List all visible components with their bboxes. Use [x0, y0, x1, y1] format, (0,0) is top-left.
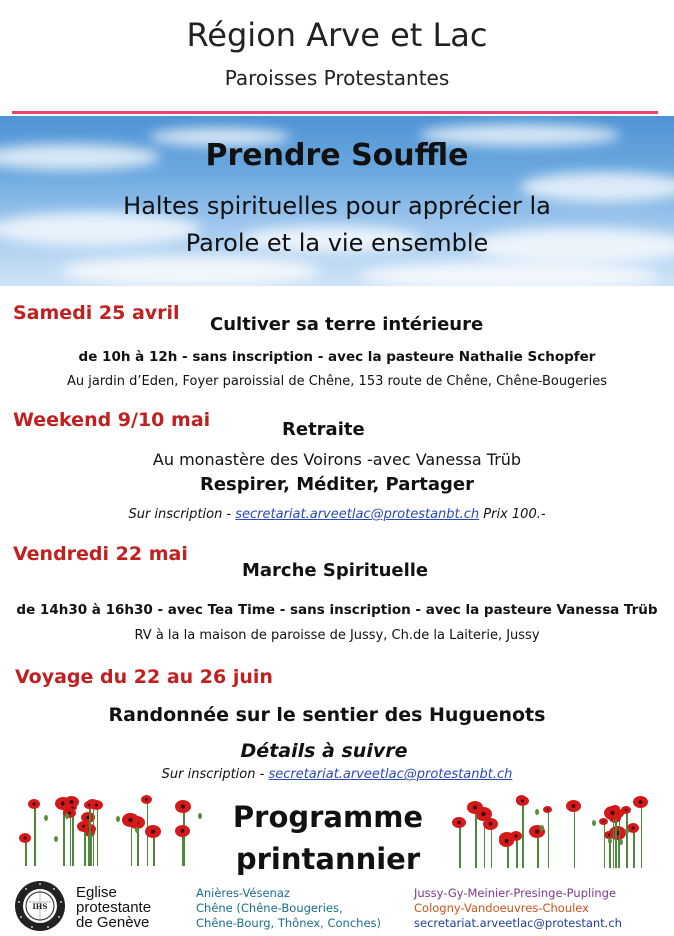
- poppy-stem: [25, 839, 27, 866]
- event-title: Cultiver sa terre intérieure: [210, 314, 484, 335]
- church-seal-logo: [14, 880, 66, 932]
- inscription-label: Sur inscription -: [161, 767, 269, 782]
- poppy-flower: [599, 818, 608, 825]
- poppy-flower: [175, 825, 190, 837]
- poppies-left-image: [12, 792, 212, 866]
- event-details: de 10h à 12h - sans inscription - avec la pasteure Nathalie Schopfer: [78, 349, 596, 365]
- poppy-stem: [93, 806, 95, 867]
- poppy-stem: [613, 815, 615, 869]
- footer-parish-line: Chêne (Chêne-Bougeries,: [196, 901, 343, 915]
- poppy-bud: [135, 827, 139, 833]
- event-date: Voyage du 22 au 26 juin: [15, 666, 273, 688]
- poppy-stem: [641, 804, 643, 869]
- event-title: Marche Spirituelle: [242, 560, 429, 581]
- poppy-stem: [537, 833, 539, 868]
- poppy-stem: [84, 828, 86, 866]
- banner-subtitle-line-1: Haltes spirituelles pour apprécier la: [123, 192, 551, 220]
- email-link[interactable]: secretariat.arveetlac@protestanbt.ch: [235, 507, 480, 522]
- poppy-flower: [467, 801, 483, 814]
- poppy-stem: [89, 806, 91, 866]
- poppy-bud: [198, 813, 202, 819]
- poppy-flower: [28, 799, 40, 809]
- footer-parishes-right: [414, 886, 622, 931]
- poppy-bud: [608, 838, 612, 844]
- header-divider: [12, 111, 658, 114]
- poppy-stem: [34, 805, 36, 866]
- region-title: Région Arve et Lac: [186, 16, 488, 54]
- event-date: Weekend 9/10 mai: [13, 409, 211, 431]
- poppy-flower: [566, 800, 581, 812]
- poppy-stem: [516, 837, 518, 868]
- banner-title: Prendre Souffle: [205, 138, 469, 173]
- church-name-line: de Genève: [76, 914, 150, 931]
- poppy-stem: [475, 809, 477, 868]
- event-motto: Respirer, Méditer, Partager: [199, 474, 475, 495]
- poppy-flower: [499, 835, 514, 847]
- poppy-bud: [44, 815, 48, 821]
- poppy-stem: [491, 826, 493, 869]
- poppy-stem: [70, 815, 72, 867]
- poppy-bud: [65, 813, 69, 819]
- poppy-flower: [604, 806, 621, 820]
- poppy-flower: [633, 796, 648, 808]
- poppy-bud: [625, 828, 629, 834]
- event-details: de 14h30 à 16h30 - avec Tea Time - sans inscription - avec la pasteure Vanessa Trüb: [16, 602, 658, 618]
- poppy-flower: [452, 817, 466, 828]
- poppy-stem: [626, 811, 628, 868]
- footer-parish-line: Anières-Vésenaz: [196, 886, 290, 900]
- poppy-stem: [574, 808, 576, 869]
- event-place: Au jardin d’Eden, Foyer paroissial de Chêne, 153 route de Chêne, Chêne-Bougeries: [66, 374, 608, 389]
- poppy-bud: [116, 816, 120, 822]
- poppy-bud: [54, 836, 58, 842]
- church-name-line: protestante: [76, 899, 152, 916]
- event-date: Vendredi 22 mai: [13, 543, 188, 565]
- event-inscription: [0, 767, 674, 782]
- event-place: Au monastère des Voirons -avec Vanessa Trüb: [152, 450, 522, 469]
- price-label: Prix 100.-: [479, 507, 546, 522]
- poppy-stem: [97, 807, 99, 867]
- inscription-label: Sur inscription -: [128, 507, 236, 522]
- poppy-stem: [604, 823, 606, 869]
- poppy-bud: [535, 809, 539, 815]
- church-name-line: Eglise: [76, 884, 117, 901]
- footer-email-link[interactable]: secretariat.arveetlac@protestant.ch: [414, 916, 622, 930]
- program-title-line-1: Programme: [232, 800, 424, 834]
- footer-parish-line: Jussy-Gy-Meinier-Presinge-Puplinge: [414, 886, 617, 900]
- poppy-flower: [483, 818, 498, 830]
- event-title: Randonnée sur le sentier des Huguenots: [108, 704, 546, 726]
- event-details: Détails à suivre: [240, 740, 408, 762]
- poppy-flower: [19, 833, 31, 843]
- poppy-stem: [183, 833, 185, 867]
- poppy-stem: [523, 803, 525, 869]
- poppy-stem: [131, 822, 133, 867]
- footer-parish-line: Cologny-Vandoeuvres-Choulex: [414, 901, 589, 915]
- event-inscription: [0, 507, 674, 522]
- event-date: Samedi 25 avril: [13, 302, 180, 324]
- event-place: RV à la la maison de paroisse de Jussy, Ch.de la Laiterie, Jussy: [134, 628, 540, 643]
- poppy-stem: [633, 829, 635, 868]
- event-title: Retraite: [282, 419, 365, 440]
- email-link[interactable]: secretariat.arveetlac@protestanbt.ch: [268, 767, 513, 782]
- poppies-right-image: [436, 794, 656, 868]
- program-title-line-2: printannier: [235, 842, 421, 876]
- poppy-flower: [516, 796, 529, 806]
- seal-center-text: IHS: [32, 902, 48, 911]
- poppy-stem: [459, 824, 461, 868]
- poppy-flower: [122, 813, 139, 827]
- poppy-flower: [141, 795, 152, 804]
- poppy-bud: [592, 820, 596, 826]
- poppy-bud: [619, 839, 623, 845]
- banner-subtitle-line-2: Parole et la vie ensemble: [185, 229, 489, 257]
- church-name: [76, 885, 151, 930]
- poppy-bud: [540, 825, 544, 831]
- poppy-flower: [84, 801, 94, 809]
- poppy-flower: [543, 806, 552, 813]
- poppy-flower: [145, 825, 161, 838]
- poppy-stem: [548, 811, 550, 869]
- poppy-flower: [175, 800, 191, 813]
- footer-parishes-left: [196, 886, 381, 931]
- footer-parish-line: Chêne-Bourg, Thônex, Conches): [196, 916, 381, 930]
- parish-subtitle: Paroisses Protestantes: [224, 66, 450, 90]
